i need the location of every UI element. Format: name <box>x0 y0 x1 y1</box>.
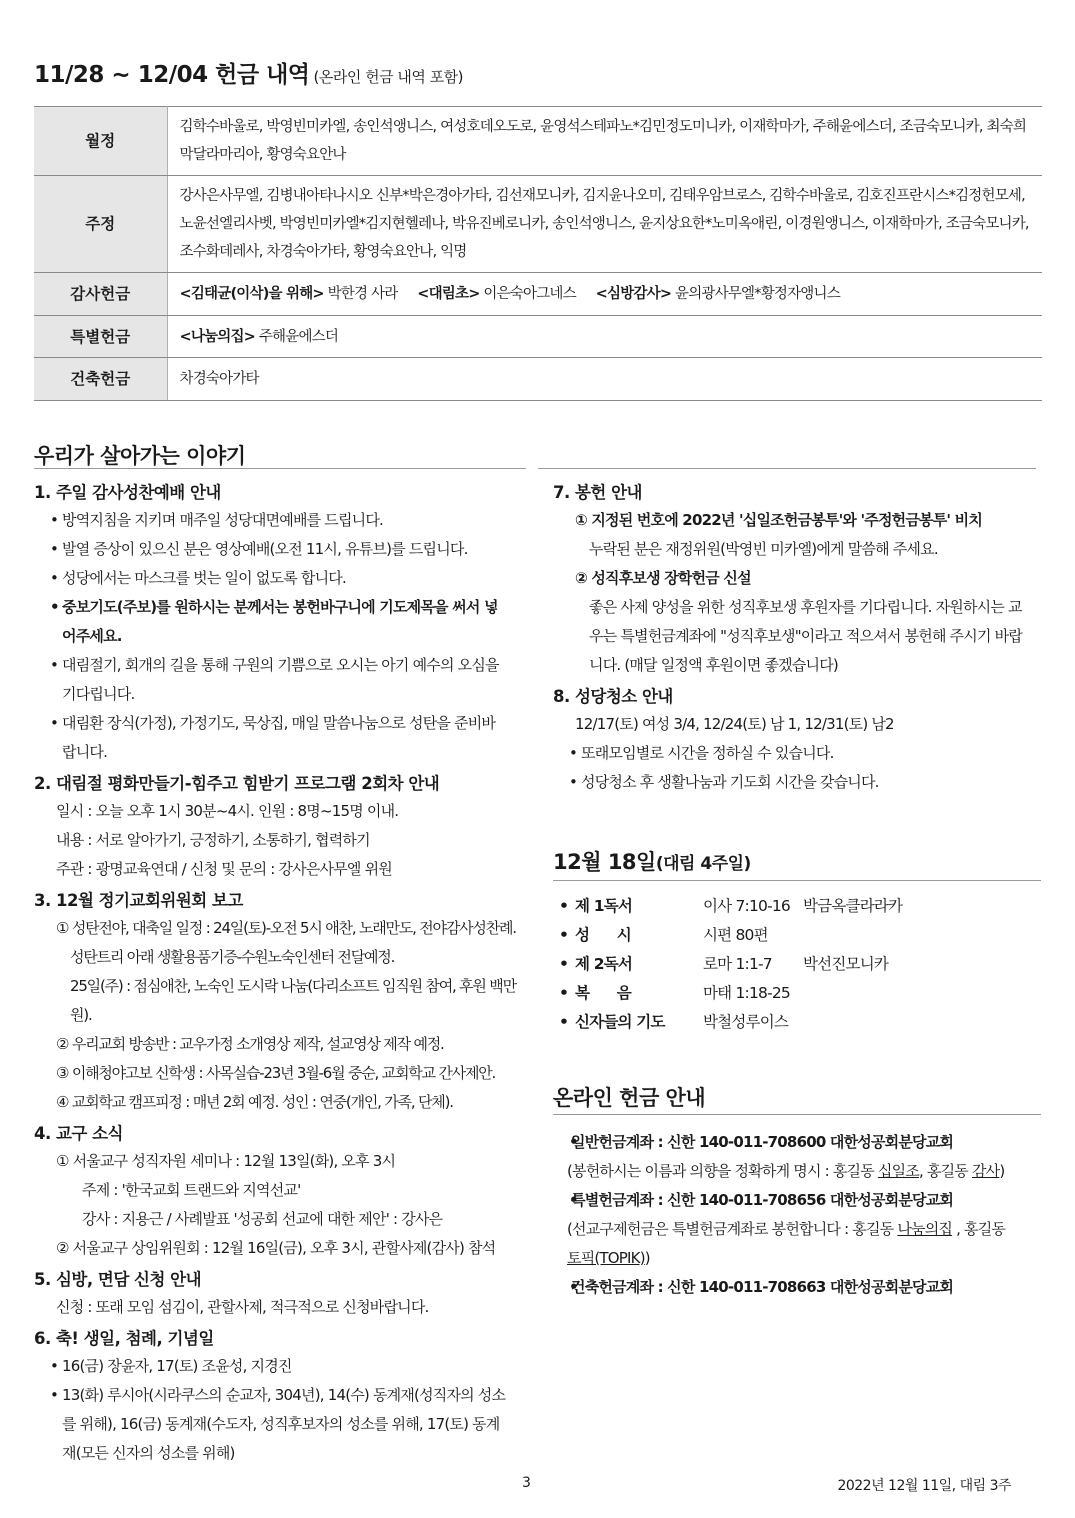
offering-tag: <나눔의집> <box>179 328 256 345</box>
table-row <box>34 273 1042 316</box>
text-line: 내용 : 서로 알아가기, 긍정하기, 소통하기, 협력하기 <box>56 831 370 849</box>
text-line: ④ 교회학교 캠프피정 : 매년 2회 예정. 성인 : 연중(개인, 가족, 단체). <box>56 1093 453 1111</box>
stories-rule-left <box>34 468 526 469</box>
text-line: 25일(주) : 점심애찬, 노숙인 도시락 나눔(다리소프트 임직원 참여, 후원 백만원). <box>70 977 516 1024</box>
reading-row: • 제 1독서 이사 7:10-16 박금옥클라라카 <box>559 897 903 915</box>
text-line: (봉헌하시는 이름과 의향을 정확하게 명시 : 홍길동 십일조, 홍길동 감사) <box>567 1162 1005 1180</box>
row-content <box>167 273 1042 316</box>
section-heading: 2. 대림절 평화만들기-힘주고 힘받기 프로그램 2회차 안내 <box>34 774 440 793</box>
reading-row: • 성 시 시편 80편 <box>559 926 768 944</box>
text-line: 좋은 사제 양성을 위한 성직후보생 후원자를 기다립니다. 자원하시는 교 <box>589 598 1022 616</box>
readings-title <box>553 846 751 876</box>
section-heading: 7. 봉헌 안내 <box>553 483 642 502</box>
text-line: ① 성탄전야, 대축일 일정 : 24일(토)-오전 5시 애찬, 노래만도, 전야감사성찬례. <box>56 919 516 937</box>
online-list <box>553 1128 1045 1302</box>
reading-row: • 제 2독서 로마 1:1-7 박선진모니카 <box>559 955 889 973</box>
stories-rule-right <box>538 468 1036 469</box>
table-row <box>34 107 1042 176</box>
row-content: 강사은사무엘, 김병내아타나시오 신부*박은경아가타, 김선재모니카, 김지윤나오미, 김태우암브로스, 김학수바울로, 김호진프란시스*김정헌모세, 노윤선엘리사벳, 박영빈미카엘*김지현헬레나, 박유진베로니카, 송인석앵니스, 윤지상요한*노미옥애린, 이경원앵니스, 이재학마가, 조금숙모니카, 조수화데레사, 차경숙아가타, 황영숙요안나, 익명 <box>167 176 1042 273</box>
offering-tag: <김태균(이삭)을 위해> <box>179 286 324 302</box>
list-item: • 발열 증상이 있으신 분은 영상예배(오전 11시, 유튜브)를 드립니다. <box>34 535 530 564</box>
list-item: • 또래모임별로 시간을 정하실 수 있습니다. <box>553 739 1045 768</box>
offering-names: 윤의광사무엘*황정자앵니스 <box>675 286 840 302</box>
list-item: • 대림환 장식(가정), 가정기도, 묵상집, 매일 말씀나눔으로 성탄을 준비바 랍니다. <box>34 709 530 767</box>
row-label: 특별헌금 <box>34 316 167 358</box>
text-line: ① 서울교구 성직자원 세미나 : 12월 13일(화), 오후 3시 <box>56 1152 396 1170</box>
offering-title-sub: (온라인 헌금 내역 포함) <box>313 68 463 86</box>
offering-table <box>34 106 1042 401</box>
text-line: 누락된 분은 재정위원(박영빈 미카엘)에게 말씀해 주세요. <box>589 540 938 558</box>
row-label: 건축헌금 <box>34 358 167 401</box>
text-line: 우는 특별헌금계좌에 "성직후보생"이라고 적으셔서 봉헌해 주시기 바랍 <box>589 627 1023 645</box>
text-line: 주관 : 광명교육연대 / 신청 및 문의 : 강사은사무엘 위원 <box>56 860 392 878</box>
text-line: ① 지정된 번호에 2022년 '십일조헌금봉투'와 '주정헌금봉투' 비치 <box>575 511 983 529</box>
list-item: • 16(금) 장윤자, 17(토) 조윤성, 지경진 <box>34 1352 530 1381</box>
offering-tag: <대림초> <box>417 286 480 302</box>
row-label: 감사헌금 <box>34 273 167 316</box>
table-row <box>34 176 1042 273</box>
page-number: 3 <box>522 1475 531 1491</box>
row-label: 주정 <box>34 176 167 273</box>
offering-names: 이은숙아그네스 <box>483 286 576 302</box>
section-heading: 6. 축! 생일, 첨례, 기념일 <box>34 1329 214 1348</box>
row-content <box>167 316 1042 358</box>
text-line: 12/17(토) 여성 3/4, 12/24(토) 남 1, 12/31(토) 남2 <box>575 715 894 733</box>
text-line: (선교구제헌금은 특별헌금계좌로 봉헌합니다 : 홍길동 나눔의집 , 홍길동 토픽(TOPIK)) <box>567 1220 1006 1267</box>
list-item: • 특별헌금계좌 : 신한 140-011-708656 대한성공회분당교회 <box>553 1186 1045 1215</box>
online-title: 온라인 헌금 안내 <box>553 1086 706 1110</box>
list-item: • 성당청소 후 생활나눔과 기도회 시간을 갖습니다. <box>553 768 1045 797</box>
text-line: 신청 : 또래 모임 섬김이, 관할사제, 적극적으로 신청바랍니다. <box>56 1298 429 1316</box>
offering-tag: <심방감사> <box>595 286 672 302</box>
reading-row: • 신자들의 기도 박철성루이스 <box>559 1013 789 1031</box>
text-line: 성탄트리 아래 생활용품기증-수원노숙인센터 전달예정. <box>70 948 395 966</box>
readings-date: 12월 18일 <box>553 850 656 874</box>
readings-rule <box>553 880 1041 881</box>
list-item: • 대림절기, 회개의 길을 통해 구원의 기쁨으로 오시는 아기 예수의 오심을 기다립니다. <box>34 651 530 709</box>
offering-title-main: 11/28 ~ 12/04 헌금 내역 <box>34 62 310 88</box>
list-item: • 방역지침을 지키며 매주일 성당대면예배를 드립니다. <box>34 506 530 535</box>
text-line: ② 성직후보생 장학헌금 신설 <box>575 569 751 587</box>
readings-list <box>553 892 1041 1037</box>
list-item: • 13(화) 루시아(시라쿠스의 순교자, 304년), 14(수) 동계재(성직자의 성소 를 위해), 16(금) 동계재(수도자, 성직후보자의 성소를 위해, 17(토) 동계 재(모든 신자의 성소를 위해) <box>34 1381 530 1468</box>
list-item: • 중보기도(주보)를 원하시는 분께서는 봉헌바구니에 기도제목을 써서 넣 어주세요. <box>34 593 530 651</box>
section-heading: 4. 교구 소식 <box>34 1124 123 1143</box>
offering-names: 박한경 사라 <box>327 286 398 302</box>
offering-title <box>34 56 1042 89</box>
row-content: 김학수바울로, 박영빈미카엘, 송인석앵니스, 여성호데오도로, 윤영석스테파노*김민정도미니카, 이재학마가, 주해윤에스더, 조금숙모니카, 최숙희막달라마리아, 황영숙요안나 <box>167 107 1042 176</box>
text-line: 강사 : 지용근 / 사례발표 '성공회 선교에 대한 제안' : 강사은 <box>82 1210 443 1228</box>
row-label: 월정 <box>34 107 167 176</box>
text-line: 일시 : 오늘 오후 1시 30분~4시. 인원 : 8명~15명 이내. <box>56 802 399 820</box>
list-item: • 성당에서는 마스크를 벗는 일이 없도록 합니다. <box>34 564 530 593</box>
text-line: ② 서울교구 상임위원회 : 12월 16일(금), 오후 3시, 관할사제(감사) 참석 <box>56 1239 496 1257</box>
readings-date-sub: (대림 4주일) <box>655 854 751 874</box>
section-heading: 8. 성당청소 안내 <box>553 687 673 706</box>
stories-left-column <box>34 480 530 1468</box>
section-heading: 5. 심방, 면담 신청 안내 <box>34 1270 202 1289</box>
table-row <box>34 358 1042 401</box>
list-item: • 건축헌금계좌 : 신한 140-011-708663 대한성공회분당교회 <box>553 1273 1045 1302</box>
text-line: 주제 : '한국교회 트랜드와 지역선교' <box>82 1181 301 1199</box>
list-item: • 일반헌금계좌 : 신한 140-011-708600 대한성공회분당교회 <box>553 1128 1045 1157</box>
offering-names: 주해윤에스더 <box>258 328 339 345</box>
text-line: 니다. (매달 일정액 후원이면 좋겠습니다) <box>589 656 838 674</box>
footer-date: 2022년 12월 11일, 대림 3주 <box>837 1478 1011 1494</box>
stories-title: 우리가 살아가는 이야기 <box>34 444 246 468</box>
stories-right-column <box>553 480 1045 797</box>
row-content: 차경숙아가타 <box>167 358 1042 401</box>
online-rule <box>553 1114 1041 1115</box>
table-row <box>34 316 1042 358</box>
section-heading: 1. 주일 감사성찬예배 안내 <box>34 483 221 502</box>
text-line: ③ 이해청야고보 신학생 : 사목실습-23년 3월-6월 중순, 교회학교 간사제안. <box>56 1064 496 1082</box>
reading-row: • 복 음 마태 1:18-25 <box>559 984 790 1002</box>
section-heading: 3. 12월 정기교회위원회 보고 <box>34 891 243 910</box>
text-line: ② 우리교회 방송반 : 교우가정 소개영상 제작, 설교영상 제작 예정. <box>56 1035 444 1053</box>
